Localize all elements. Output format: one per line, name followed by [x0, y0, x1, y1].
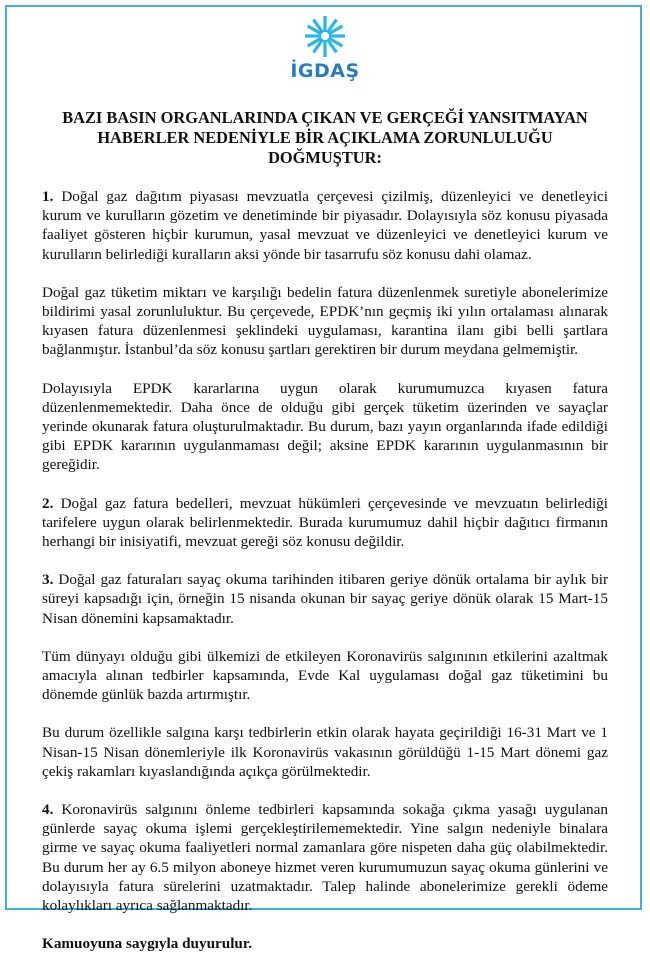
starburst-logo-icon [303, 14, 347, 58]
paragraph-text: Doğal gaz tüketim miktarı ve karşılığı bedelin fatura düzenlenmek suretiyle abonelerimize bildirimi yasal zorunluluktur. Bu çerçevede, EPDK’nın geçmiş iki yılın ortalaması alınarak kıyasen fatura düzenlenmesi şeklindeki uygulaması, karantina ilanı gibi belli şartlara bağlanmıştır. İstanbul’da söz konusu şartları gerektiren bir durum meydana gelmemiştir. [42, 283, 608, 359]
paragraph-2 [42, 494, 608, 552]
logo-wordmark: İGDAŞ [290, 60, 360, 82]
paragraph-number: 2. [42, 494, 54, 512]
paragraph-3c [42, 723, 608, 781]
paragraph-number: 1. [42, 188, 54, 205]
document-title [42, 108, 608, 168]
title-line-2: HABERLER NEDENİYLE BİR AÇIKLAMA ZORUNLULUĞU DOĞMUŞTUR: [97, 128, 553, 167]
paragraph-3 [42, 570, 608, 628]
paragraph-text: Bu durum özellikle salgına karşı tedbirlerin etkin olarak hayata geçirildiği 16-31 Mart ve 1 Nisan-15 Nisan dönemleriyle ilk Koronavirüs vakasının görüldüğü 1-15 Mart dönemi gaz çekiş rakamları kıyaslandığında açıkça görülmektedir. [42, 724, 608, 780]
paragraph-text: Doğal gaz dağıtım piyasası mevzuatla çerçevesi çizilmiş, düzenleyici ve denetleyici kurum ve kurulların gözetim ve denetiminde bir piyasadır. Dolayısıyla söz konusu piyasada faaliyet gösteren hiçbir kurumun, yasal mevzuat ve düzenleyici ve denetleyici kurum ve kurulların belirlediği kuralların aksi yönde bir tasarrufu söz konusu dahi olamaz. [42, 188, 608, 263]
paragraph-text: Koronavirüs salgınını önleme tedbirleri kapsamında sokağa çıkma yasağı uygulanan günlerde sayaç okuma işlemi gerçekleştirilememektedir. Yine salgın nedeniyle binalara girme ve sayaç okuma faaliyetleri normal zamanlara göre nispeten daha güç olabilmektedir. Bu durum her ay 6.5 milyon aboneye hizmet veren kurumumuzun sayaç okuma günlerini ve dolayısıyla fatura sürelerini uzatmaktadır. Talep halinde abonelerimize gerekli ödeme kolaylıkları ayrıca sağlanmaktadır. [42, 801, 608, 915]
paragraph-3b [42, 647, 608, 705]
paragraph-text: Dolayısıyla EPDK kararlarına uygun olarak kurumumuzca kıyasen fatura düzenlenmemektedir. Daha önce de olduğu gibi gerçek tüketim üzerinden ve sayaçlar yerinde okunarak fatura oluşturulmaktadır. Bu durum, bazı yayın organlarında ifade edildiği gibi EPDK kararının uygulanmaması değil; aksine EPDK kararının uygulanmasının bir gereğidir. [42, 379, 608, 474]
paragraph-4 [42, 800, 608, 915]
paragraph-text: Doğal gaz fatura bedelleri, mevzuat hükümleri çerçevesinde ve mevzuatın belirlediği tarifelere uygun olarak belirlenmektedir. Burada kurumumuz dahil hiçbir dağıtıcı firmanın herhangi bir inisiyatifi, mevzuat gereği söz konusu değildir. [42, 494, 608, 551]
announcement-document [42, 108, 608, 954]
paragraph-text: Tüm dünyayı olduğu gibi ülkemizi de etkileyen Koronavirüs salgınının etkilerini azaltmak amacıyla alınan tedbirler kapsamında, Evde Kal uygulaması doğal gaz tüketimini bu dönemde günlük bazda artırmıştır. [42, 647, 608, 704]
paragraph-1c [42, 379, 608, 475]
closing-line: Kamuoyuna saygıyla duyurulur. [42, 935, 253, 953]
paragraph-1 [42, 187, 608, 264]
paragraph-number: 4. [42, 801, 54, 819]
title-line-1: BAZI BASIN ORGANLARINDA ÇIKAN VE GERÇEĞİ YANSITMAYAN [62, 108, 588, 127]
paragraph-text: Doğal gaz faturaları sayaç okuma tarihinden itibaren geriye dönük ortalama bir aylık bir süreyi kapsadığı için, örneğin 15 nisanda okunan bir sayaç geriye dönük olarak 15 Mart-15 Nisan dönemini kapsamaktadır. [42, 571, 608, 627]
igdas-logo [290, 14, 360, 94]
paragraph-1b [42, 283, 608, 360]
paragraph-number: 3. [42, 571, 54, 589]
